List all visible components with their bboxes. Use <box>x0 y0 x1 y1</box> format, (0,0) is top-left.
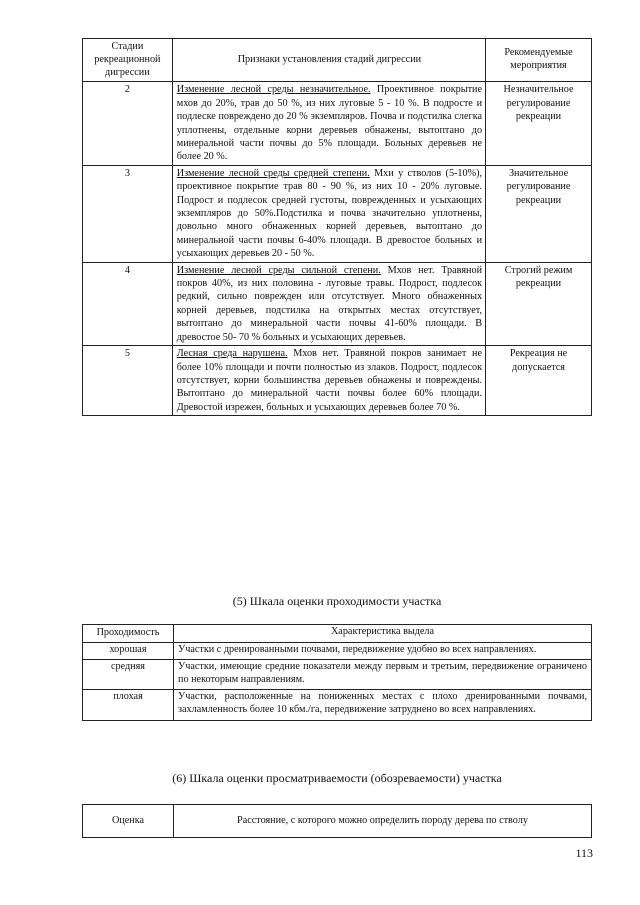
header-actions: Рекомендуемые мероприятия <box>486 39 592 82</box>
stage-title: Лесная среда нарушена. <box>176 348 288 360</box>
stage-number: 2 <box>83 82 173 165</box>
header-stage: Стадии рекреационной дигрессии <box>83 39 173 82</box>
stage-number: 5 <box>83 346 173 416</box>
stage-action: Строгий режим рекреации <box>486 262 592 345</box>
passability-description: Участки с дренированными почвами, передвижение удобно во всех направлениях. <box>174 642 592 660</box>
header-characteristic: Характеристика выдела <box>174 625 592 643</box>
stage-description <box>172 82 485 165</box>
passability-level: средняя <box>83 660 174 690</box>
stage-text: Мхов нет. Травяной покров занимает не более 10% площади и почти полностью из злаков. Подрост, подлесок отсутствует, корни большинства деревьев обнажены и повреждены. Вытоптано до минеральной части почвы более 60% площади. Древостой изрежен, больных и усыхающих деревьев более 70 %. <box>176 348 483 413</box>
header-signs: Признаки установления стадий дигрессии <box>172 39 485 82</box>
visibility-table <box>82 804 592 838</box>
visibility-caption: (6) Шкала оценки просматриваемости (обозреваемости) участка <box>172 771 502 785</box>
stage-action: Значительное регулирование рекреации <box>486 165 592 262</box>
header-passability: Проходимость <box>83 625 174 643</box>
table-header-row <box>83 625 592 643</box>
table-header-row <box>83 39 592 82</box>
stage-action: Рекреация не допускается <box>486 346 592 416</box>
stage-description <box>172 262 485 345</box>
stage-number: 3 <box>83 165 173 262</box>
header-rating: Оценка <box>83 805 174 838</box>
table-row <box>83 165 592 262</box>
table-header-row <box>83 805 592 838</box>
stage-number: 4 <box>83 262 173 345</box>
table-row <box>83 262 592 345</box>
passability-level: плохая <box>83 690 174 720</box>
stage-text: Мхов нет. Травяной покров 40%, из них половина - луговые травы. Подрост, подлесок редкий, сильно поврежден или отсутствует. Много обнаженных корней деревьев, подстилка на открытых местах отсутствует, вытоптано до минеральной части почвы 41-60% площади. В древостое 50- 70 % больных и усыхающих деревьев. <box>176 264 483 343</box>
table-row <box>83 690 592 720</box>
passability-description: Участки, расположенные на пониженных местах с плохо дренированными почвами, захламленность более 10 кбм./га, передвижение затруднено во всех направлениях. <box>174 690 592 720</box>
stage-description <box>172 165 485 262</box>
header-distance: Расстояние, с которого можно определить породу дерева по стволу <box>174 805 592 838</box>
digression-stages-table <box>82 38 592 416</box>
stage-title: Изменение лесной среды сильной степени. <box>176 264 381 276</box>
table-row <box>83 82 592 165</box>
stage-description <box>172 346 485 416</box>
table-row <box>83 642 592 660</box>
passability-table <box>82 624 592 721</box>
table-row <box>83 660 592 690</box>
passability-description: Участки, имеющие средние показатели между первым и третьим, передвижение ограничено по некоторым направлениям. <box>174 660 592 690</box>
stage-action: Незначительное регулирование рекреации <box>486 82 592 165</box>
stage-title: Изменение лесной среды незначительное. <box>176 84 371 96</box>
table-row <box>83 346 592 416</box>
passability-level: хорошая <box>83 642 174 660</box>
stage-text: Проективное покрытие мхов до 20%, трав до 50 %, из них луговые 5 - 10 %. В подросте и подлеске повреждено до 20 % экземпляров. Почва и подстилка слегка уплотнены, отдельные корни деревьев обнажены, вытоптано до минеральной части почвы до 5% площади. Больных деревьев не более 20 %. <box>176 84 483 163</box>
page-number: 113 <box>575 846 593 860</box>
passability-caption: (5) Шкала оценки проходимости участка <box>232 594 442 608</box>
stage-text: Мхи у стволов (5-10%), проективное покрытие трав 80 - 90 %, из них 10 - 20% луговые. Подрост и подлесок средней густоты, поврежденных и усыхающих экземпляров до 50%.Подстилка и почва значительно уплотнены, довольно много обнаженных корней деревьев, вытоптано до минеральной части почвы 6-40% площади. В древостое больных и усыхающих деревьев 20 - 50 %. <box>176 167 483 260</box>
stage-title: Изменение лесной среды средней степени. <box>176 167 370 179</box>
